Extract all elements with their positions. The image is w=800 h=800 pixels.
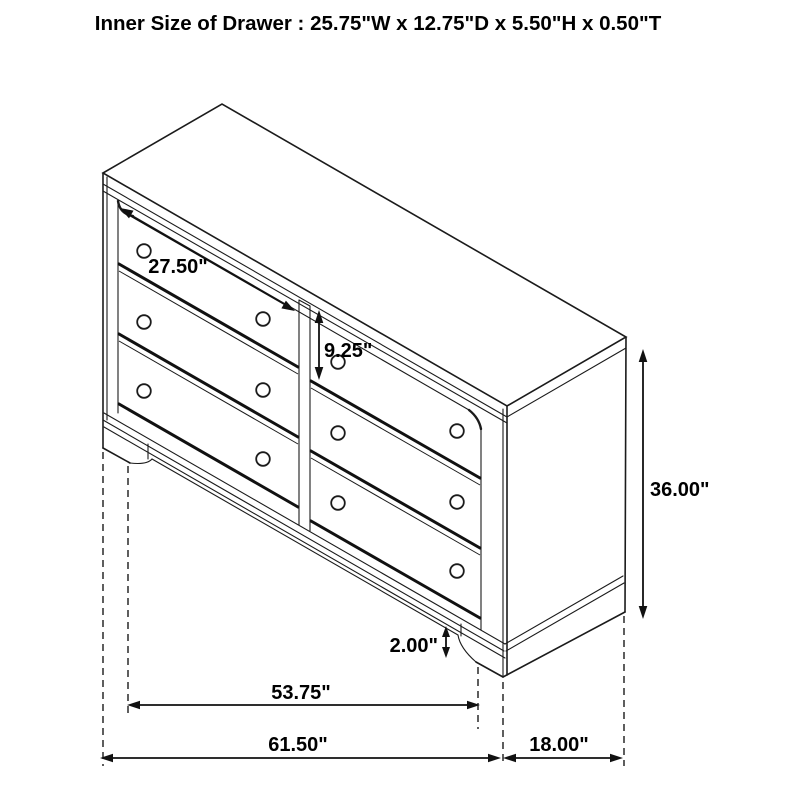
arrowhead [639,349,648,362]
arrowhead [100,754,113,763]
drawer-knob [450,424,464,438]
arrowhead [503,754,516,763]
arrowhead [442,647,450,658]
dim-label-drawer-height: 9.25" [324,340,373,362]
top-edge-side-band [507,348,626,417]
top-rail-upper-line [103,191,507,423]
arrowhead [281,301,295,311]
top-rail-lower-line [133,216,469,410]
drawer-knob [331,496,345,510]
plinth-cutout-edge [152,459,458,635]
dim-label-feet-span: 53.75" [271,682,331,704]
drawer-knob [331,426,345,440]
drawer-knob [450,564,464,578]
dimension-drawer-height [315,310,373,380]
arrowhead [639,606,648,619]
left-foot-scoop [130,459,152,464]
side-plinth-lower-line [506,583,624,651]
dim-label-overall-height: 36.00" [650,479,710,501]
left-foot-bottom [103,448,130,463]
extension-lines [103,452,624,766]
dresser-drawing [103,104,626,677]
dim-label-overall-width: 61.50" [268,734,328,756]
dimension-overall-height [639,349,710,619]
corner-notch-right [469,410,481,429]
drawer-knobs [137,244,464,578]
dimension-overall-depth [503,734,623,762]
arrowhead [127,701,140,710]
arrowhead [315,367,324,380]
diagram-title: Inner Size of Drawer : 25.75"W x 12.75"D x 5.50"H x 0.50"T [94,12,662,35]
dimension-base-clearance [390,626,450,658]
case-bottom-line [103,420,504,651]
drawer-knob [450,495,464,509]
base-plinth [103,444,624,677]
dimension-overall-width [100,734,501,762]
back-right-edge [625,337,626,612]
drawer-knob [137,384,151,398]
arrowhead [488,754,501,763]
drawer-knob [256,383,270,397]
dim-label-overall-depth: 18.00" [529,734,589,756]
drawer-knob [256,312,270,326]
right-foot-scoop [458,635,476,662]
drawer-knob [137,315,151,329]
arrowhead [610,754,623,763]
right-foot-bottom [476,662,503,677]
drawer-knob [256,452,270,466]
top-edge-front-band [103,184,507,417]
dimension-feet-span [127,682,480,709]
dim-label-drawer-width: 27.50" [148,256,208,278]
dim-label-base-clearance: 2.00" [389,635,438,657]
arrowhead [442,626,450,637]
plinth-molding-line [104,427,505,658]
side-plinth-upper-line [505,576,623,644]
side-bottom-edge [503,612,625,677]
case-edges [103,173,626,677]
